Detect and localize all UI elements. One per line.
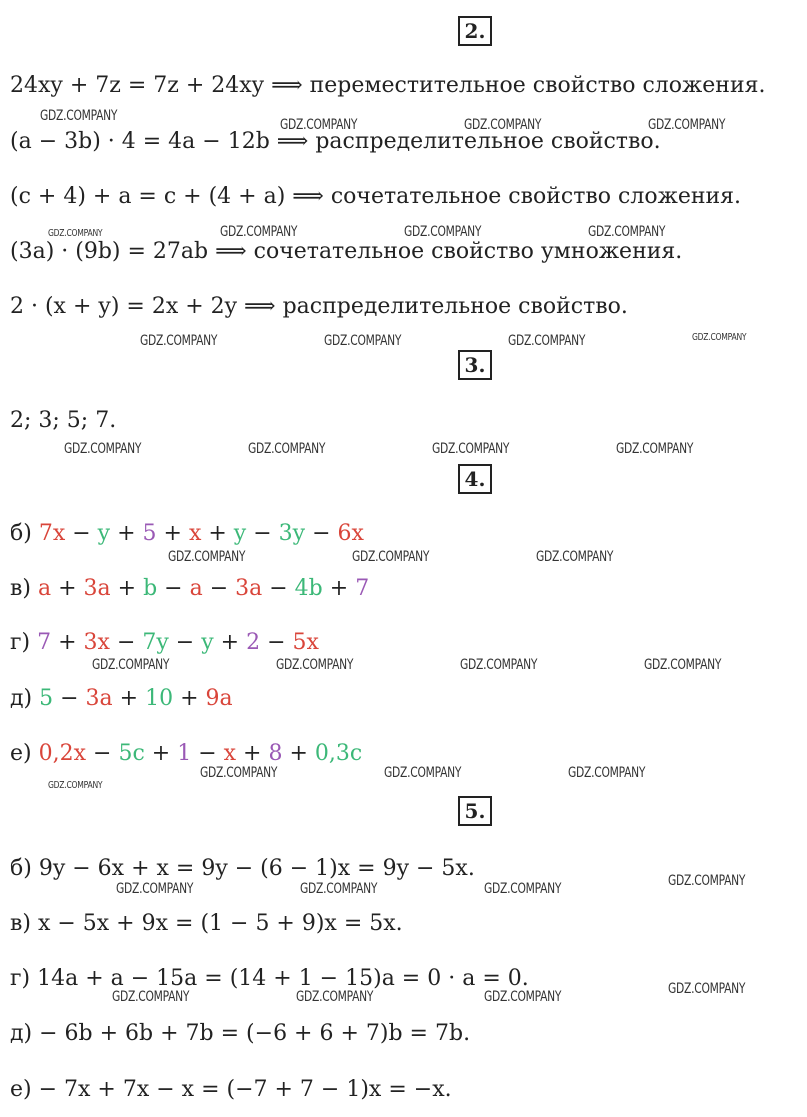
s2-line-4: (3a) · (9b) = 27ab ⟹ сочетательное свойство умножения. xyxy=(10,239,683,264)
operator: − xyxy=(157,576,183,601)
operator: + xyxy=(213,630,240,655)
operator: + xyxy=(110,576,137,601)
watermark: GDZ.COMPANY xyxy=(324,333,402,349)
operator: − xyxy=(109,630,136,655)
term: 7 xyxy=(37,630,52,655)
operator: − xyxy=(86,741,112,766)
section-number-2: 2. xyxy=(458,16,492,46)
operator: − xyxy=(65,521,91,546)
watermark: GDZ.COMPANY xyxy=(248,441,326,457)
s2-line-2: (a − 3b) · 4 = 4a − 12b ⟹ распределительное свойство. xyxy=(10,129,661,154)
s5-line-4: д) − 6b + 6b + 7b = (−6 + 6 + 7)b = 7b. xyxy=(10,1021,471,1046)
operator: − xyxy=(260,630,286,655)
watermark: GDZ.COMPANY xyxy=(300,881,378,897)
item-prefix: б) xyxy=(10,521,39,546)
watermark: GDZ.COMPANY xyxy=(464,117,542,133)
term: 5 xyxy=(39,686,54,711)
section-number-4: 4. xyxy=(458,464,492,494)
term: 0,2x xyxy=(38,741,87,766)
operator: − xyxy=(262,576,288,601)
watermark: GDZ.COMPANY xyxy=(668,873,746,889)
term: 5c xyxy=(111,741,145,766)
operator: + xyxy=(173,686,199,711)
watermark: GDZ.COMPANY xyxy=(352,549,430,565)
watermark: GDZ.COMPANY xyxy=(648,117,726,133)
term: 3a xyxy=(78,686,113,711)
term: y xyxy=(226,521,247,546)
watermark: GDZ.COMPANY xyxy=(460,657,538,673)
watermark: GDZ.COMPANY xyxy=(116,881,194,897)
watermark: GDZ.COMPANY xyxy=(644,657,722,673)
section-number-3: 3. xyxy=(458,350,492,380)
s4-line-1 xyxy=(10,520,364,548)
watermark: GDZ.COMPANY xyxy=(484,881,562,897)
watermark: GDZ.COMPANY xyxy=(588,224,666,240)
term: 3a xyxy=(228,576,263,601)
term: 9a xyxy=(198,686,233,711)
operator: + xyxy=(282,741,308,766)
s4-line-5 xyxy=(10,740,362,768)
term: 7x xyxy=(38,521,66,546)
term: 3y xyxy=(271,521,306,546)
watermark: GDZ.COMPANY xyxy=(432,441,510,457)
operator: + xyxy=(51,576,77,601)
s5-line-3: г) 14a + a − 15a = (14 + 1 − 15)a = 0 · a = 0. xyxy=(10,966,529,991)
s4-line-2 xyxy=(10,575,369,603)
term: 2 xyxy=(239,630,261,655)
watermark: GDZ.COMPANY xyxy=(40,108,118,124)
watermark: GDZ.COMPANY xyxy=(668,981,746,997)
term: y xyxy=(90,521,111,546)
watermark: GDZ.COMPANY xyxy=(48,228,103,239)
watermark: GDZ.COMPANY xyxy=(92,657,170,673)
operator: + xyxy=(236,741,262,766)
section-number-5: 5. xyxy=(458,796,492,826)
watermark: GDZ.COMPANY xyxy=(692,332,747,343)
watermark: GDZ.COMPANY xyxy=(280,117,358,133)
operator: + xyxy=(110,521,136,546)
watermark: GDZ.COMPANY xyxy=(384,765,462,781)
operator: + xyxy=(112,686,139,711)
term: 3a xyxy=(76,576,111,601)
term: 7y xyxy=(135,630,169,655)
operator: − xyxy=(305,521,331,546)
item-prefix: д) xyxy=(10,686,40,711)
watermark: GDZ.COMPANY xyxy=(536,549,614,565)
s5-line-5: е) − 7x + 7x − x = (−7 + 7 − 1)x = −x. xyxy=(10,1077,452,1102)
term: y xyxy=(194,630,214,655)
s3-line-1: 2; 3; 5; 7. xyxy=(10,408,117,433)
operator: − xyxy=(191,741,217,766)
term: a xyxy=(37,576,52,601)
watermark: GDZ.COMPANY xyxy=(64,441,142,457)
term: 7 xyxy=(348,576,370,601)
watermark: GDZ.COMPANY xyxy=(508,333,586,349)
watermark: GDZ.COMPANY xyxy=(484,989,562,1005)
s4-line-4 xyxy=(10,685,233,713)
s2-line-5: 2 · (x + y) = 2x + 2y ⟹ распределительное свойство. xyxy=(10,294,628,319)
s4-line-3 xyxy=(10,629,319,657)
term: 4b xyxy=(287,576,323,601)
term: x xyxy=(216,741,237,766)
item-prefix: е) xyxy=(10,741,39,766)
term: 8 xyxy=(261,741,283,766)
s5-line-2: в) x − 5x + 9x = (1 − 5 + 9)x = 5x. xyxy=(10,911,403,936)
term: 0,3c xyxy=(307,741,363,766)
term: x xyxy=(181,521,202,546)
operator: − xyxy=(202,576,229,601)
watermark: GDZ.COMPANY xyxy=(404,224,482,240)
watermark: GDZ.COMPANY xyxy=(296,989,374,1005)
term: 5x xyxy=(285,630,319,655)
term: b xyxy=(136,576,158,601)
s5-line-1: б) 9y − 6x + x = 9y − (6 − 1)x = 9y − 5x. xyxy=(10,856,475,881)
term: 6x xyxy=(330,521,364,546)
watermark: GDZ.COMPANY xyxy=(48,780,103,791)
watermark: GDZ.COMPANY xyxy=(616,441,694,457)
s2-line-1: 24xy + 7z = 7z + 24xy ⟹ переместительное свойство сложения. xyxy=(10,73,766,98)
item-prefix: в) xyxy=(10,576,38,601)
operator: + xyxy=(156,521,182,546)
term: 1 xyxy=(170,741,192,766)
watermark: GDZ.COMPANY xyxy=(220,224,298,240)
term: 10 xyxy=(138,686,174,711)
term: a xyxy=(182,576,203,601)
operator: + xyxy=(322,576,349,601)
operator: + xyxy=(201,521,227,546)
operator: − xyxy=(53,686,79,711)
operator: − xyxy=(246,521,272,546)
operator: − xyxy=(168,630,195,655)
item-prefix: г) xyxy=(10,630,38,655)
term: 3x xyxy=(76,630,110,655)
watermark: GDZ.COMPANY xyxy=(168,549,246,565)
watermark: GDZ.COMPANY xyxy=(568,765,646,781)
watermark: GDZ.COMPANY xyxy=(200,765,278,781)
watermark: GDZ.COMPANY xyxy=(140,333,218,349)
watermark: GDZ.COMPANY xyxy=(276,657,354,673)
watermark: GDZ.COMPANY xyxy=(112,989,190,1005)
operator: + xyxy=(144,741,171,766)
term: 5 xyxy=(135,521,157,546)
s2-line-3: (c + 4) + a = c + (4 + a) ⟹ сочетательное свойство сложения. xyxy=(10,184,742,209)
operator: + xyxy=(51,630,77,655)
